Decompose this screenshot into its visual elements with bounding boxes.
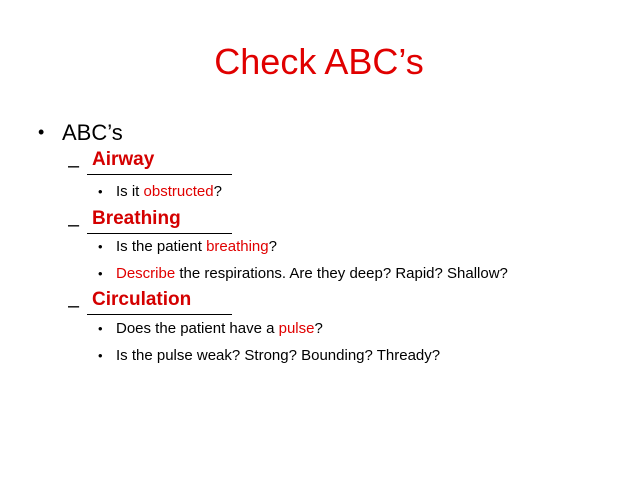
bullet-icon: • bbox=[98, 184, 103, 199]
highlight-text: breathing bbox=[206, 238, 269, 255]
highlight-text: Describe bbox=[116, 265, 176, 282]
sub-item bbox=[98, 182, 222, 202]
sub-item-text: ? bbox=[314, 320, 323, 337]
highlight-text: obstructed bbox=[143, 183, 214, 200]
sub-item-text: Is the patient bbox=[116, 238, 207, 255]
sub-item bbox=[98, 264, 508, 284]
sub-item bbox=[98, 319, 323, 339]
sub-item-text: ? bbox=[213, 183, 222, 200]
sub-item-text: the respirations. Are they deep? Rapid? Shallow? bbox=[175, 265, 508, 282]
sub-item-text: ? bbox=[268, 238, 277, 255]
bullet-icon: • bbox=[98, 239, 103, 254]
dash-icon: – bbox=[68, 155, 80, 177]
level1-item-abcs bbox=[38, 117, 123, 148]
dash-icon: – bbox=[68, 295, 80, 317]
answer-breathing: Breathing bbox=[92, 208, 181, 229]
sub-item-text: Does the patient have a bbox=[116, 320, 279, 337]
bullet-icon: • bbox=[98, 266, 103, 281]
dash-icon: – bbox=[68, 214, 80, 236]
sub-item bbox=[98, 346, 440, 366]
bullet-icon: • bbox=[98, 321, 103, 336]
slide-title: Check ABC’s bbox=[214, 41, 424, 82]
highlight-text: pulse bbox=[278, 320, 315, 337]
sub-item-text: Is the pulse weak? Strong? Bounding? Thready? bbox=[116, 347, 441, 364]
answer-airway: Airway bbox=[92, 149, 155, 170]
bullet-icon: • bbox=[98, 348, 103, 363]
bullet-icon: • bbox=[38, 122, 45, 142]
sub-item-text: Is it bbox=[116, 183, 144, 200]
level1-label: ABC’s bbox=[62, 120, 123, 145]
answer-circulation: Circulation bbox=[92, 289, 192, 310]
sub-item bbox=[98, 237, 277, 257]
